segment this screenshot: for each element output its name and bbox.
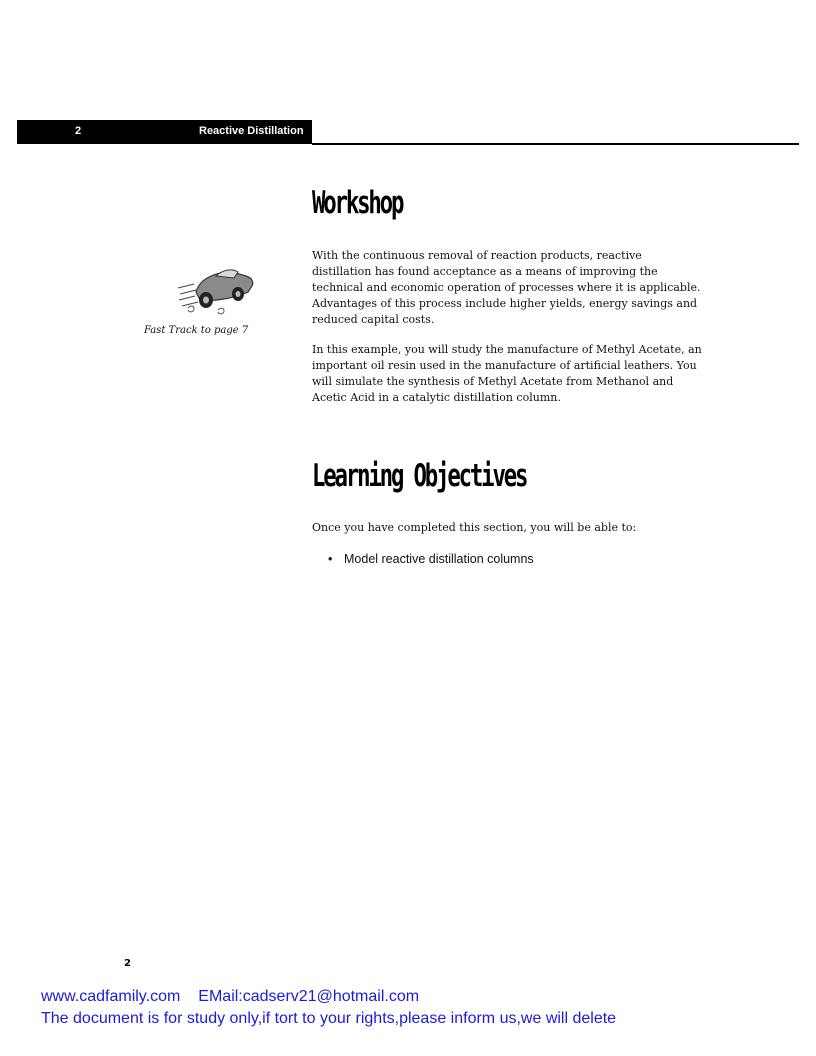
footer-page-number: 2 [124, 958, 131, 969]
bullet-icon: • [328, 552, 333, 566]
header-chapter-title: Reactive Distillation [199, 125, 304, 137]
workshop-paragraph: With the continuous removal of reaction products, reactive distillation has found acceptance as a means of improving the technical and economic operation of processes where it is applicable. Advantages of this process include higher yields, energy savings and reduced capital costs. [312, 249, 701, 326]
watermark-contact [41, 988, 419, 1006]
objectives-intro: Once you have completed this section, you will be able to: [312, 521, 637, 534]
workshop-paragraph: In this example, you will study the manufacture of Methyl Acetate, an important oil resin used in the manufacture of artificial leathers. You will simulate the synthesis of Methyl Acetate from Methanol and Acetic Acid in a catalytic distillation column. [312, 343, 702, 404]
list-item [328, 550, 534, 568]
watermark-email[interactable]: EMail:cadserv21@hotmail.com [198, 988, 420, 1005]
section-title-learning-objectives: Learning Objectives [312, 458, 527, 494]
section-title-workshop: Workshop [312, 185, 403, 221]
list-item-text: Model reactive distillation columns [344, 552, 534, 566]
fast-track-note[interactable]: Fast Track to page 7 [144, 325, 249, 336]
watermark-notice: The document is for study only,if tort to your rights,please inform us,we will delete [41, 1010, 617, 1027]
header-page-number: 2 [75, 125, 82, 137]
race-car-icon [176, 262, 256, 316]
objectives-list [328, 550, 534, 568]
watermark-website[interactable]: www.cadfamily.com [41, 988, 181, 1005]
running-header [17, 120, 312, 144]
header-rule [312, 143, 799, 145]
